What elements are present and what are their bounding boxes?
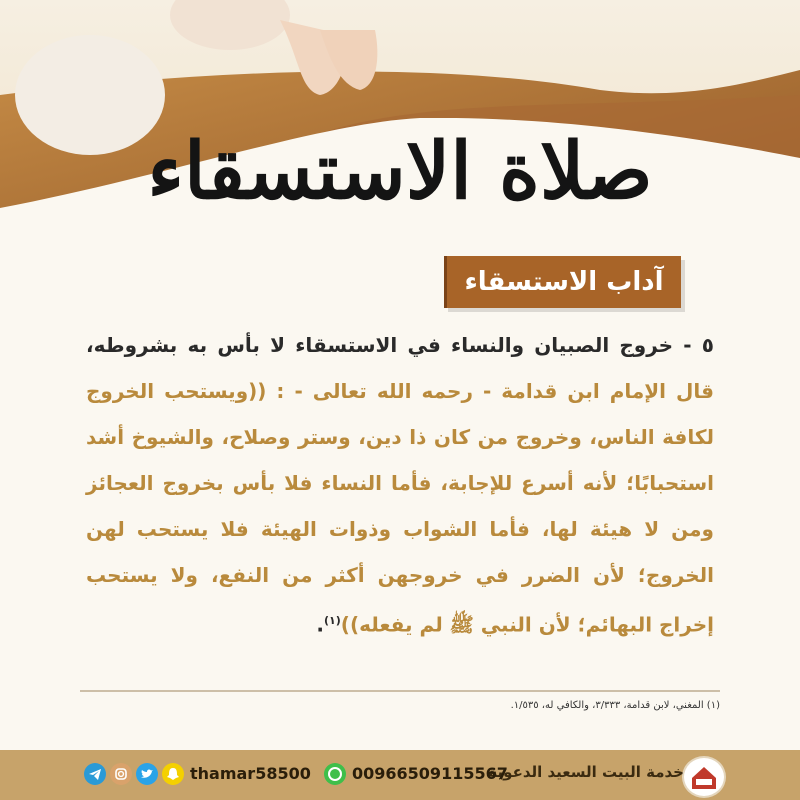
- telegram-icon[interactable]: [84, 763, 106, 785]
- body-paragraph: [86, 322, 714, 648]
- whatsapp-icon[interactable]: [324, 763, 346, 785]
- organization-logo: [682, 756, 726, 798]
- footer-bar: [0, 750, 800, 800]
- twitter-icon[interactable]: [136, 763, 158, 785]
- phone-number[interactable]: 00966509115567: [352, 764, 508, 783]
- footnote-reference: (١): [324, 614, 341, 627]
- end-mark: .: [316, 612, 325, 637]
- intro-text: ٥ - خروج الصبيان والنساء في الاستسقاء لا بأس به بشروطه،: [86, 333, 714, 357]
- page-title: صلاة الاستسقاء: [147, 126, 653, 217]
- footnote-divider: [80, 690, 720, 692]
- organization-name: خدمة البيت السعيد الدعوية: [488, 763, 684, 781]
- quote-text: قال الإمام ابن قدامة - رحمه الله تعالى - : ((ويستحب الخروج لكافة الناس، وخروج من كان ذا دين، وستر وصلاح، والشيوخ أشد استحبابًا؛ لأنه أسرع للإجابة، فأما النساء فلا بأس بخروج العجائز ومن لا هيئة لها، فأما الشواب وذوات الهيئة فلا يستحب لهن الخروج؛ لأن الضرر في خروجهن أكثر من النفع، ولا يستحب إخراج البهائم؛ لأن النبي ﷺ لم يفعله)): [86, 379, 714, 637]
- instagram-icon[interactable]: [110, 763, 132, 785]
- snapchat-icon[interactable]: [162, 763, 184, 785]
- section-title-badge: آداب الاستسقاء: [444, 256, 681, 308]
- social-handle[interactable]: thamar58500: [190, 764, 311, 783]
- footnote: (١) المغني، لابن قدامة، ٣/٣٣٣، والكافي له، ١/٥٣٥.: [510, 700, 720, 711]
